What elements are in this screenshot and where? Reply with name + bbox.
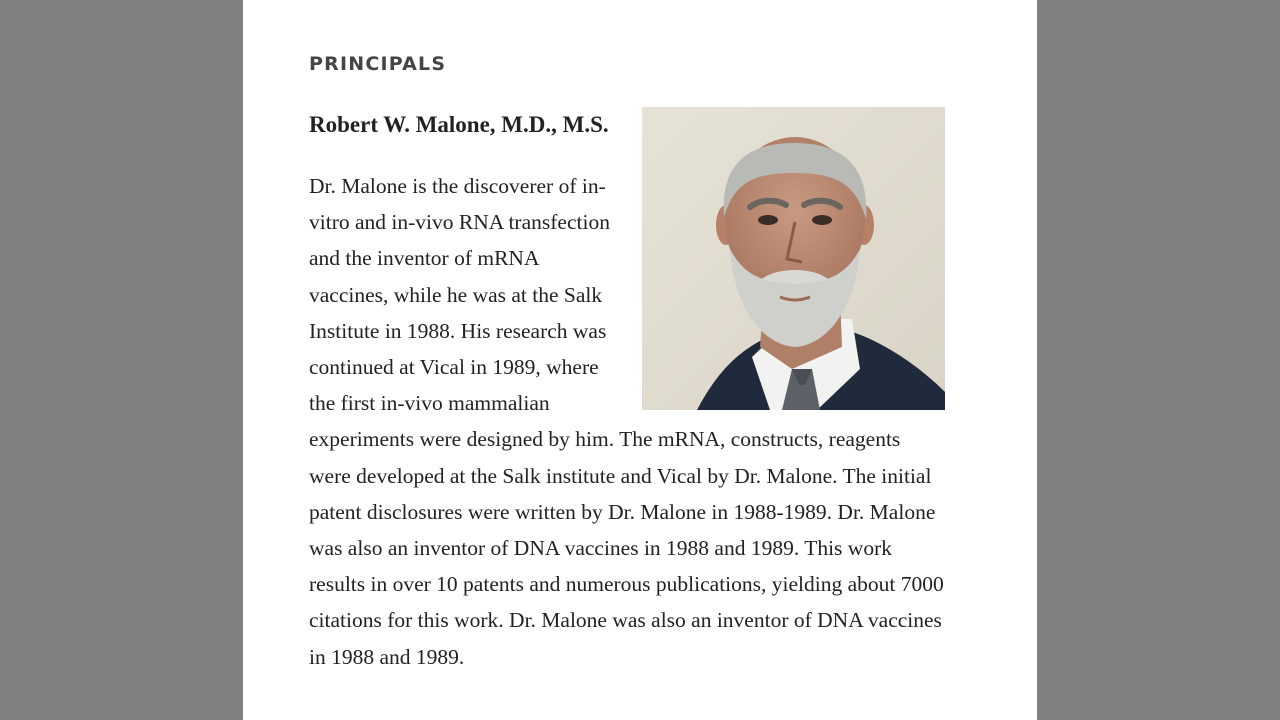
principal-bio: Dr. Malone is the discoverer of in-vitro and in-vivo RNA transfection and the inventor of mRNA vaccines, while he was at the Salk Institute in 1988. His research was continued at Vical in 1989, where the first in-vivo mammalian experiments were designed by him. The mRNA, constructs, reagents were developed at the Salk institute and Vical by Dr. Malone. The initial patent disclosures were written by Dr. Malone in 1988-1989. Dr. Malone was also an inventor of DNA vaccines in 1988 and 1989. This work results in over 10 patents and numerous publications, yielding about 7000 citations for this work. Dr. Malone was also an inventor of DNA vaccines in 1988 and 1989. — [309, 174, 944, 669]
content-page — [243, 0, 1037, 720]
principal-profile — [309, 107, 945, 675]
principal-name: Robert W. Malone, M.D., M.S. — [309, 112, 609, 137]
section-heading: PRINCIPALS — [309, 53, 447, 75]
portrait-photo — [642, 107, 945, 410]
